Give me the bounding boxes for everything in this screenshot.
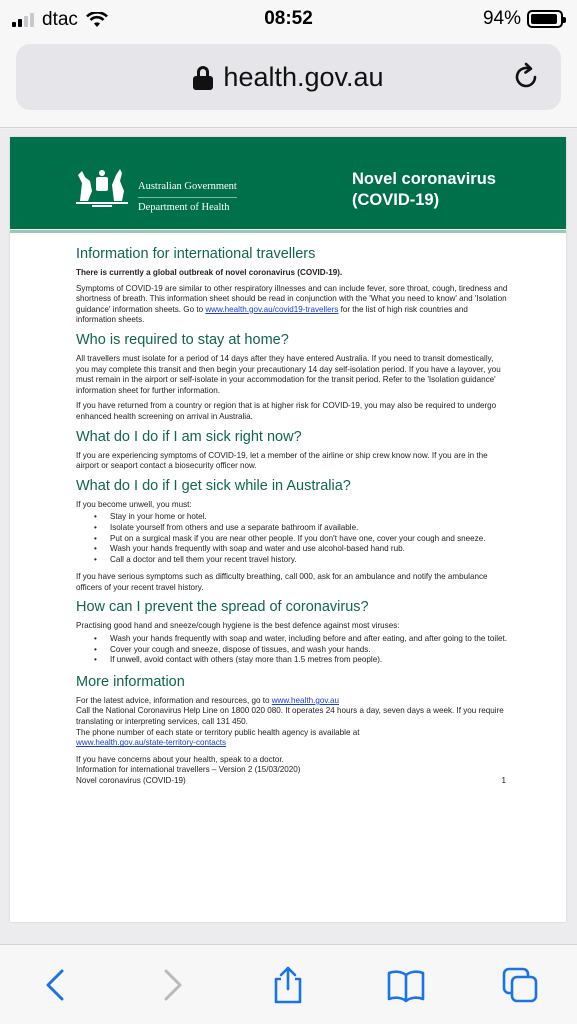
gov-line-1: Australian Government (138, 177, 237, 198)
forward-icon[interactable] (152, 965, 192, 1005)
paragraph: If you become unwell, you must: (76, 499, 192, 509)
document-title (352, 169, 496, 211)
paragraph (76, 696, 508, 707)
coat-of-arms-icon (72, 161, 132, 211)
section-intro (76, 245, 508, 326)
list-item: • If unwell, avoid contact with others (stay more than 1.5 metres from people). (94, 655, 508, 666)
section-heading: Who is required to stay at home? (76, 331, 289, 348)
status-bar (0, 0, 577, 40)
gov-line-2: Department of Health (138, 202, 230, 213)
address-bar-area (0, 40, 577, 128)
section-sick-now (76, 428, 508, 472)
list-item: • Wash your hands frequently with soap and water, including before and after eating, and after going to the toilet. (94, 634, 508, 645)
section-heading: How can I prevent the spread of coronavirus? (76, 599, 369, 616)
travellers-link[interactable]: www.health.gov.au/covid19-travellers (205, 304, 339, 314)
share-icon[interactable] (268, 965, 308, 1005)
section-stay-home (76, 331, 508, 423)
list-item: • Wash your hands frequently with soap and water and use alcohol-based hand rub. (94, 544, 508, 555)
bullet-list (94, 634, 508, 666)
name-line: Novel coronavirus (COVID-19) (76, 776, 186, 785)
document-header (10, 137, 566, 229)
paragraph: If you are experiencing symptoms of COVID-19, let a member of the airline or ship crew know now. If you are in the airport or seaport contact a biosecurity officer now. (76, 450, 488, 471)
page-number: 1 (501, 775, 506, 785)
address-bar[interactable] (16, 44, 561, 110)
paragraph-text: For the latest advice, information and resources, go to (76, 695, 272, 705)
lead-paragraph: There is currently a global outbreak of novel coronavirus (COVID-19). (76, 268, 343, 277)
paragraph-text: for the list of high risk countries and information sheets. (76, 304, 468, 325)
reload-icon[interactable] (509, 60, 543, 94)
list-item: • Put on a surgical mask if you are near other people. If you don't have one, cover your cough and sneeze. (94, 534, 508, 545)
list-item: • Isolate yourself from others and use a separate bathroom if available. (94, 523, 508, 534)
section-sick-in-australia (76, 477, 508, 594)
battery-icon (527, 10, 563, 28)
bullet-list (94, 512, 508, 565)
paragraph: Practising good hand and sneeze/cough hygiene is the best defence against most viruses: (76, 621, 400, 631)
back-icon[interactable] (36, 965, 76, 1005)
paragraph-text: Symptoms of COVID-19 are similar to other respiratory illnesses and can include fever, sore throat, cough, tiredness and shortness of breath. This information sheet should be read in conjunction with the 'What you need to know' and 'Isolation guidance' information sheets. Go to (76, 283, 508, 314)
concerns-line: If you have concerns about your health, speak to a doctor. (76, 754, 284, 764)
web-content[interactable] (0, 129, 577, 944)
section-heading: Information for international travellers (76, 246, 316, 262)
url-domain[interactable]: health.gov.au (223, 62, 384, 92)
section-more-info (76, 673, 508, 749)
document-body (76, 245, 508, 787)
intro-paragraph (76, 284, 508, 326)
version-line: Information for international travellers – Version 2 (15/03/2020) (76, 765, 301, 775)
paragraph: Call the National Coronavirus Help Line on 1800 020 080. It operates 24 hours a day, seven days a week. If you require translating or interpreting services, call 131 450. (76, 706, 504, 727)
section-prevent (76, 598, 508, 665)
paragraph: If you have serious symptoms such as difficulty breathing, call 000, ask for an ambulance and notify the ambulance officers of your recent travel history. (76, 572, 488, 592)
title-line-2: (COVID-19) (352, 191, 440, 209)
paragraph: If you have returned from a country or region that is at higher risk for COVID-19, you may also be required to undergo enhanced health screening on arrival in Australia. (76, 401, 497, 421)
battery-percent: 94% (482, 8, 521, 29)
pdf-page (10, 137, 566, 922)
clock: 08:52 (264, 8, 313, 29)
paragraph: All travellers must isolate for a period of 14 days after they have entered Australia. If you need to transit domestically, you may complete this transit and then begin your precautionary 14 day self-isolation period. If you have a layover, you must remain in the airport or self-isolate in your accommodation for the transit period. Refer to the 'Isolation guidance' information sheet for further information. (76, 353, 501, 395)
section-heading: What do I do if I get sick while in Australia? (76, 477, 351, 494)
title-line-1: Novel coronavirus (352, 170, 496, 188)
state-contacts-link[interactable]: www.health.gov.au/state-territory-contacts (76, 738, 227, 748)
header-divider (10, 230, 566, 233)
paragraph (76, 738, 508, 749)
bottom-toolbar (0, 944, 577, 1024)
battery-area (483, 8, 563, 30)
document-footer (76, 755, 508, 787)
tabs-icon[interactable] (500, 965, 540, 1005)
lock-icon (193, 66, 213, 90)
list-item: • Stay in your home or hotel. (94, 512, 508, 523)
list-item: • Call a doctor and tell them your recent travel history. (94, 555, 508, 566)
section-heading: What do I do if I am sick right now? (76, 428, 302, 445)
list-item: • Cover your cough and sneeze, dispose of tissues, and wash your hands. (94, 645, 508, 656)
carrier-name: dtac (42, 9, 78, 30)
section-heading: More information (76, 673, 185, 690)
health-link[interactable]: www.health.gov.au (271, 695, 340, 705)
paragraph: The phone number of each state or territory public health agency is available at (76, 727, 360, 737)
government-wordmark (138, 177, 237, 218)
bookmarks-icon[interactable] (386, 965, 426, 1005)
